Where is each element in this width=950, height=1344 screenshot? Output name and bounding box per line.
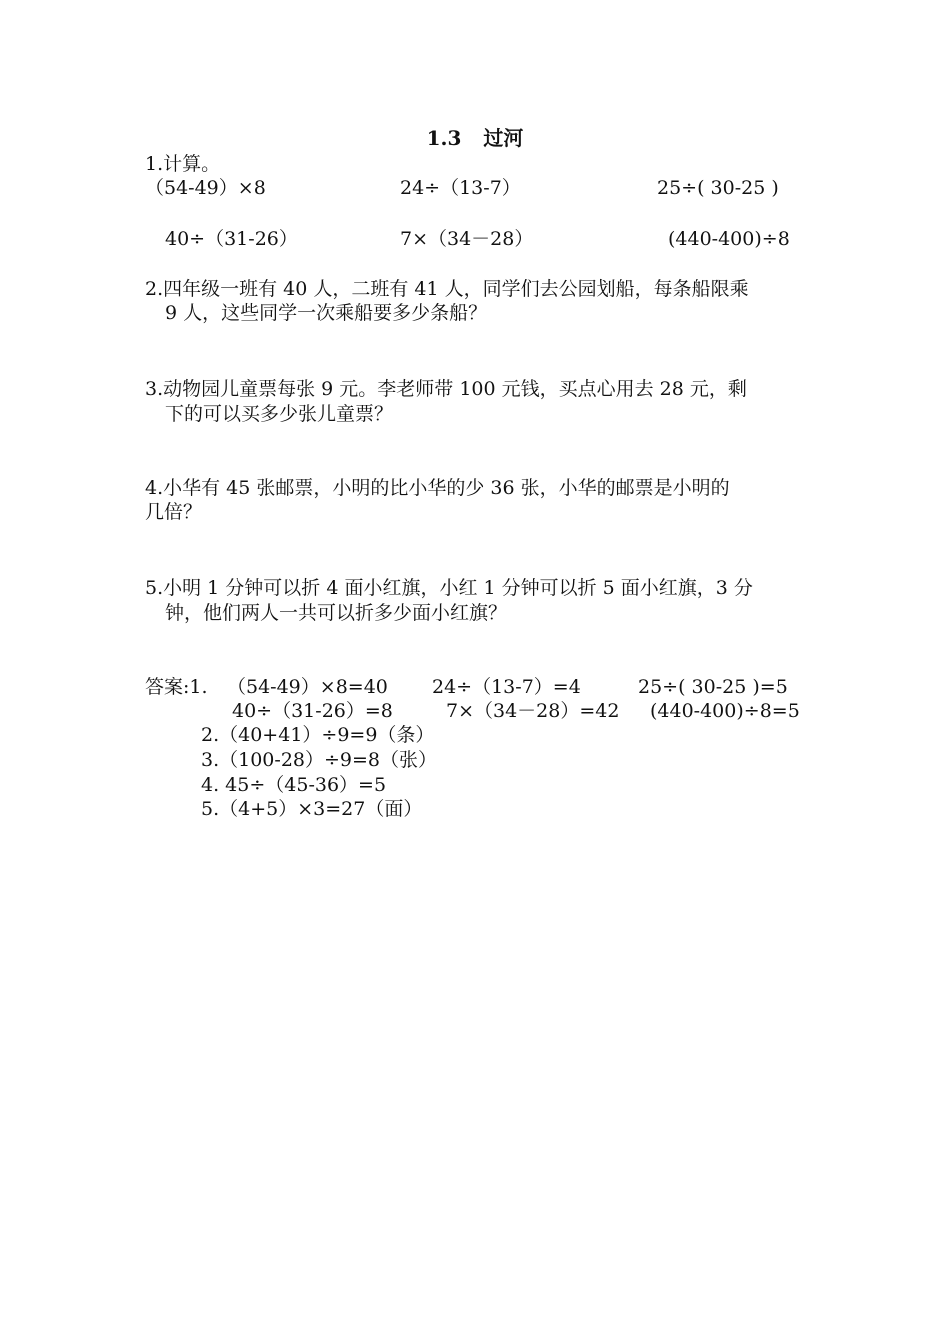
answer-1-expr-3: 25÷( 30-25 )=5 (638, 676, 788, 698)
answer-1-expr-6: (440-400)÷8=5 (650, 700, 800, 722)
title-text: 过河 (483, 126, 524, 150)
q1-label: 1.计算。 (145, 153, 221, 175)
q4-line-1: 4.小华有 45 张邮票，小明的比小华的少 36 张，小华的邮票是小明的 (145, 477, 730, 499)
q1-expr-3: 25÷( 30-25 ) (657, 177, 779, 199)
answers-label: 答案:1. (145, 676, 208, 698)
answer-3: 3.（100-28）÷9=8（张） (201, 749, 438, 771)
q1-expr-4: 40÷（31-26） (165, 228, 298, 250)
q5-line-2: 钟，他们两人一共可以折多少面小红旗？ (165, 602, 508, 624)
answer-4: 4. 45÷（45-36）=5 (201, 774, 387, 796)
q2-line-1: 2.四年级一班有 40 人，二班有 41 人，同学们去公园划船，每条船限乘 (145, 278, 749, 300)
answer-1-expr-1: （54-49）×8=40 (227, 676, 388, 698)
answer-1-expr-2: 24÷（13-7）=4 (432, 676, 581, 698)
answer-2: 2.（40+41）÷9=9（条） (201, 724, 435, 746)
answer-5: 5.（4+5）×3=27（面） (201, 798, 423, 820)
q1-expr-5: 7×（34－28） (400, 228, 534, 250)
q1-expr-6: (440-400)÷8 (668, 228, 790, 250)
title-number: 1.3 (426, 126, 462, 150)
q3-line-1: 3.动物园儿童票每张 9 元。李老师带 100 元钱，买点心用去 28 元，剩 (145, 378, 747, 400)
answer-1-expr-5: 7×（34－28）=42 (446, 700, 620, 722)
q1-expr-2: 24÷（13-7） (400, 177, 521, 199)
q4-line-2: 几倍？ (145, 501, 203, 523)
q3-line-2: 下的可以买多少张儿童票？ (165, 403, 394, 425)
q2-line-2: 9 人，这些同学一次乘船要多少条船？ (165, 302, 488, 324)
answer-1-expr-4: 40÷（31-26）=8 (232, 700, 393, 722)
page-title (0, 126, 950, 150)
q1-expr-1: （54-49）×8 (145, 177, 266, 199)
q5-line-1: 5.小明 1 分钟可以折 4 面小红旗，小红 1 分钟可以折 5 面小红旗，3 分 (145, 577, 753, 599)
